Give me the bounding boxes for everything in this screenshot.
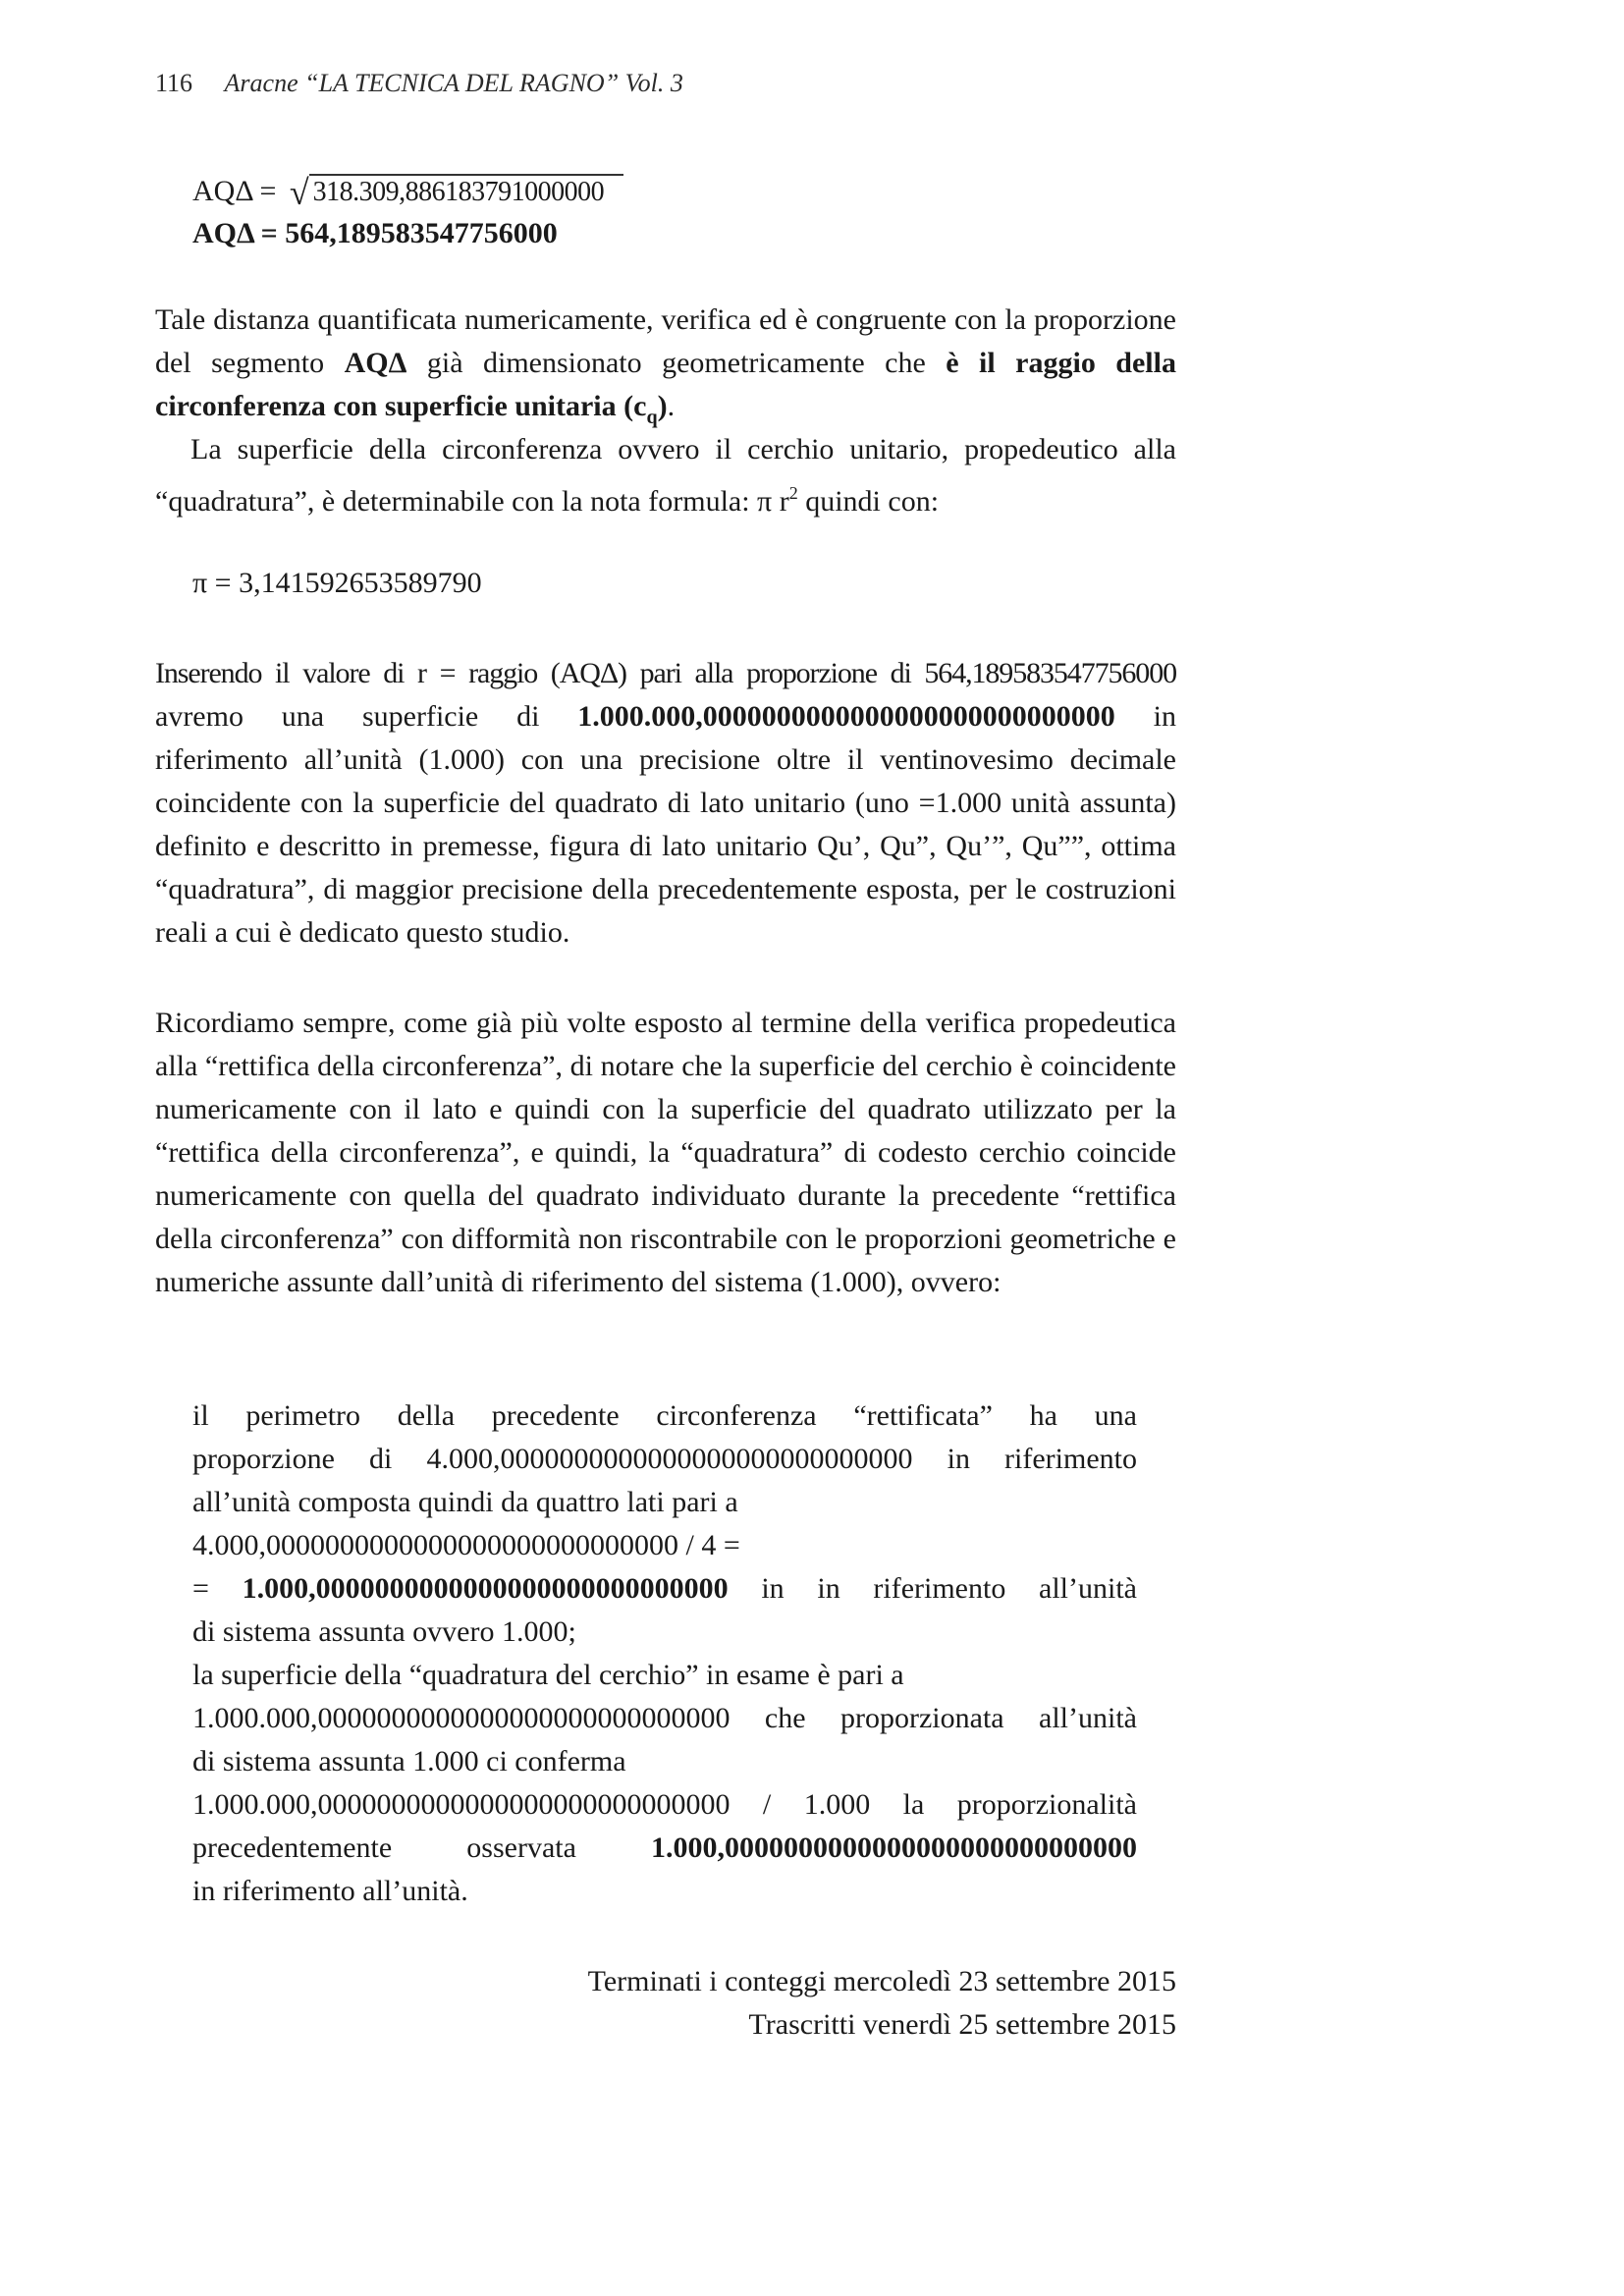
closing-line-1: Terminati i conteggi mercoledì 23 settembre 2015 xyxy=(587,1965,1176,1997)
para4-text: Ricordiamo sempre, come già più volte esposto al termine della verifica propedeutica alla “rettifica della circonferenza”, di notare che la superficie del cerchio è coincidente numericamente con il lato e quindi con la superficie del quadrato utilizzato per la “rettifica della circonferenza”, e quindi, la “quadratura” di codesto cerchio coincide numericamente con quella del quadrato individuato durante la precedente “rettifica della circonferenza” con difformità non riscontrabile con le proporzioni geometriche e numeriche assunte dall’unità di riferimento del sistema (1.000), ovvero: xyxy=(155,1007,1176,1298)
block-line-11 xyxy=(192,1827,1137,1870)
para2-text: La superficie della circonferenza ovvero il cerchio unitario, propedeutico alla “quadratura”, è determinabile con la nota formula: π r xyxy=(155,433,1176,518)
block-line-11-a: precedentemente osservata xyxy=(192,1831,651,1864)
closing-line-2: Trascritti venerdì 25 settembre 2015 xyxy=(748,2008,1176,2041)
para3-bold-value: 1.000.000,0000000000000000000000000000 xyxy=(577,700,1115,733)
para1-bold-1: AQΔ xyxy=(344,347,407,379)
block-line-12: in riferimento all’unità. xyxy=(192,1875,468,1907)
block-line-3: all’unità composta quindi da quattro lati pari a xyxy=(192,1486,738,1518)
para1-text-2: già dimensionato geometricamente che xyxy=(406,347,947,379)
para3-line-2 xyxy=(155,695,1176,738)
running-header xyxy=(155,69,683,98)
para3-line-2-b: in xyxy=(1114,700,1176,733)
formula-lhs: AQΔ = xyxy=(192,175,284,207)
formula-radicand: 318.309,886183791000000 xyxy=(309,174,624,209)
para2-superscript: 2 xyxy=(788,483,798,503)
para1-subscript: q xyxy=(646,407,658,428)
block-line-5-b: in in riferimento all’unità xyxy=(728,1572,1137,1605)
para1-text-3: . xyxy=(667,390,676,422)
paragraph-1 xyxy=(155,299,1176,439)
block-line-7: la superficie della “quadratura del cerchio” in esame è pari a xyxy=(192,1659,904,1691)
block-line-6: di sistema assunta ovvero 1.000; xyxy=(192,1615,576,1648)
formula-result: AQΔ = 564,189583547756000 xyxy=(192,217,558,249)
para2-tail: quindi con: xyxy=(797,485,940,518)
para3-rest: riferimento all’unità (1.000) con una precisione oltre il ventinovesimo decimale coincidente con la superficie del quadrato di lato unitario (uno =1.000 unità assunta) definito e descritto in premesse, figura di lato unitario Qu’, Qu”, Qu’”, Qu””, ottima “quadratura”, di maggior precisione della precedentemente esposta, per le costruzioni reali a cui è dedicato questo studio. xyxy=(155,743,1176,949)
pi-value: π = 3,141592653589790 xyxy=(192,567,482,599)
indented-block xyxy=(192,1394,1137,1913)
paragraph-3 xyxy=(155,652,1176,955)
block-line-5-bold: 1.000,0000000000000000000000000000 xyxy=(242,1572,729,1605)
running-title: Aracne “LA TECNICA DEL RAGNO” Vol. 3 xyxy=(224,69,683,97)
block-line-10: 1.000.000,0000000000000000000000000000 / 1.000 la proporzionalità xyxy=(192,1788,1137,1821)
block-line-9: di sistema assunta 1.000 ci conferma xyxy=(192,1745,626,1777)
para1-text-1: Tale distanza quantificata numericamente, verifica ed è congruente con la proporzione del segmento xyxy=(155,303,1176,379)
block-line-5-a: = xyxy=(192,1572,243,1605)
block-line-4: 4.000,0000000000000000000000000000 / 4 = xyxy=(192,1529,740,1561)
block-line-1: il perimetro della precedente circonferenza “rettificata” ha una xyxy=(192,1399,1137,1432)
paragraph-2 xyxy=(155,428,1176,523)
page-number: 116 xyxy=(155,69,193,97)
para1-bold-2: è il raggio della circonferenza con superficie unitaria (c xyxy=(155,347,1176,422)
block-line-2: proporzione di 4.000,0000000000000000000000000000 in riferimento xyxy=(192,1443,1137,1475)
block-line-5 xyxy=(192,1567,1137,1611)
para3-line-1: Inserendo il valore di r = raggio (AQΔ) pari alla proporzione di 564,189583547756000 xyxy=(155,657,1176,689)
sqrt-formula xyxy=(192,169,623,211)
paragraph-4 xyxy=(155,1002,1176,1304)
sqrt-icon: √ xyxy=(289,173,309,212)
block-line-11-bold: 1.000,0000000000000000000000000000 xyxy=(651,1831,1137,1864)
para1-bold-3: ) xyxy=(657,390,668,422)
para3-line-2-a: avremo una superficie di xyxy=(155,700,578,733)
block-line-8: 1.000.000,0000000000000000000000000000 che proporzionata all’unità xyxy=(192,1702,1137,1734)
